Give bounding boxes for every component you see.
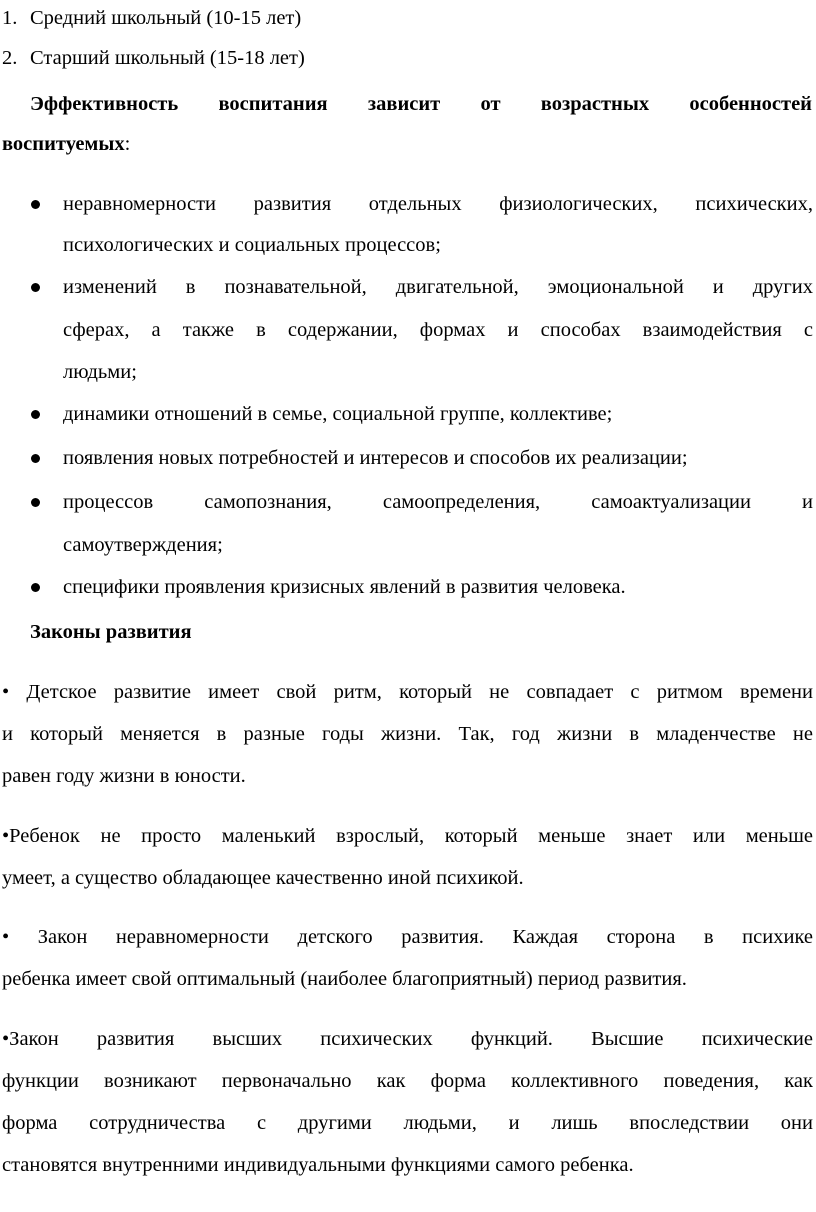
bullet-text-line: появления новых потребностей и интересов и способов их реализации;	[63, 447, 688, 469]
bullet-dot	[31, 454, 40, 463]
law-paragraph-line: и который меняется в разные годы жизни. Так, год жизни в младенчестве не	[2, 723, 813, 745]
effectiveness-heading-end	[2, 132, 130, 156]
law-paragraph-line: умеет, а существо обладающее качественно иной психикой.	[2, 867, 524, 889]
bullet-dot	[31, 200, 40, 209]
law-paragraph-line: • Детское развитие имеет свой ритм, который не совпадает с ритмом времени	[2, 681, 813, 703]
bullet-text-line: психологических и социальных процессов;	[63, 234, 441, 256]
bullet-text-line: изменений в познавательной, двигательной, эмоциональной и других	[63, 276, 813, 298]
law-paragraph-line: форма сотрудничества с другими людьми, и лишь впоследствии они	[2, 1112, 813, 1134]
bullet-text-line: людьми;	[63, 361, 137, 383]
bullet-dot	[31, 498, 40, 507]
law-paragraph-line: •Ребенок не просто маленький взрослый, который меньше знает или меньше	[2, 825, 813, 847]
bullet-text-line: неравномерности развития отдельных физиологических, психических,	[63, 193, 813, 215]
law-paragraph-line: •Закон развития высших психических функций. Высшие психические	[2, 1028, 813, 1050]
bullet-text-line: специфики проявления кризисных явлений в развития человека.	[63, 576, 626, 598]
law-paragraph-line: становятся внутренними индивидуальными функциями самого ребенка.	[2, 1154, 634, 1176]
bullet-text-line: динамики отношений в семье, социальной группе, коллективе;	[63, 403, 613, 425]
list-item: Средний школьный (10-15 лет)	[30, 7, 302, 29]
list-item: Старший школьный (15-18 лет)	[30, 47, 305, 69]
law-paragraph-line: ребенка имеет свой оптимальный (наиболее благоприятный) период развития.	[2, 968, 687, 990]
bullet-dot	[31, 283, 40, 292]
list-number: 1.	[2, 7, 18, 29]
section-heading: Законы развития	[30, 621, 192, 643]
law-paragraph-line: равен году жизни в юности.	[2, 765, 246, 787]
law-paragraph-line: • Закон неравномерности детского развития. Каждая сторона в психике	[2, 926, 813, 948]
list-number: 2.	[2, 47, 18, 69]
bullet-text-line: сферах, а также в содержании, формах и способах взаимодействия с	[63, 319, 813, 341]
bullet-text-line: процессов самопознания, самоопределения, самоактуализации и	[63, 491, 813, 513]
bullet-dot	[31, 410, 40, 419]
bullet-text-line: самоутверждения;	[63, 534, 223, 556]
effectiveness-bold-word: воспитуемых	[2, 133, 125, 155]
law-paragraph-line: функции возникают первоначально как форма коллективного поведения, как	[2, 1070, 813, 1092]
effectiveness-colon: :	[124, 133, 131, 155]
bullet-dot	[31, 583, 40, 592]
effectiveness-heading-line: Эффективность воспитания зависит от возрастных особенностей	[30, 93, 812, 115]
